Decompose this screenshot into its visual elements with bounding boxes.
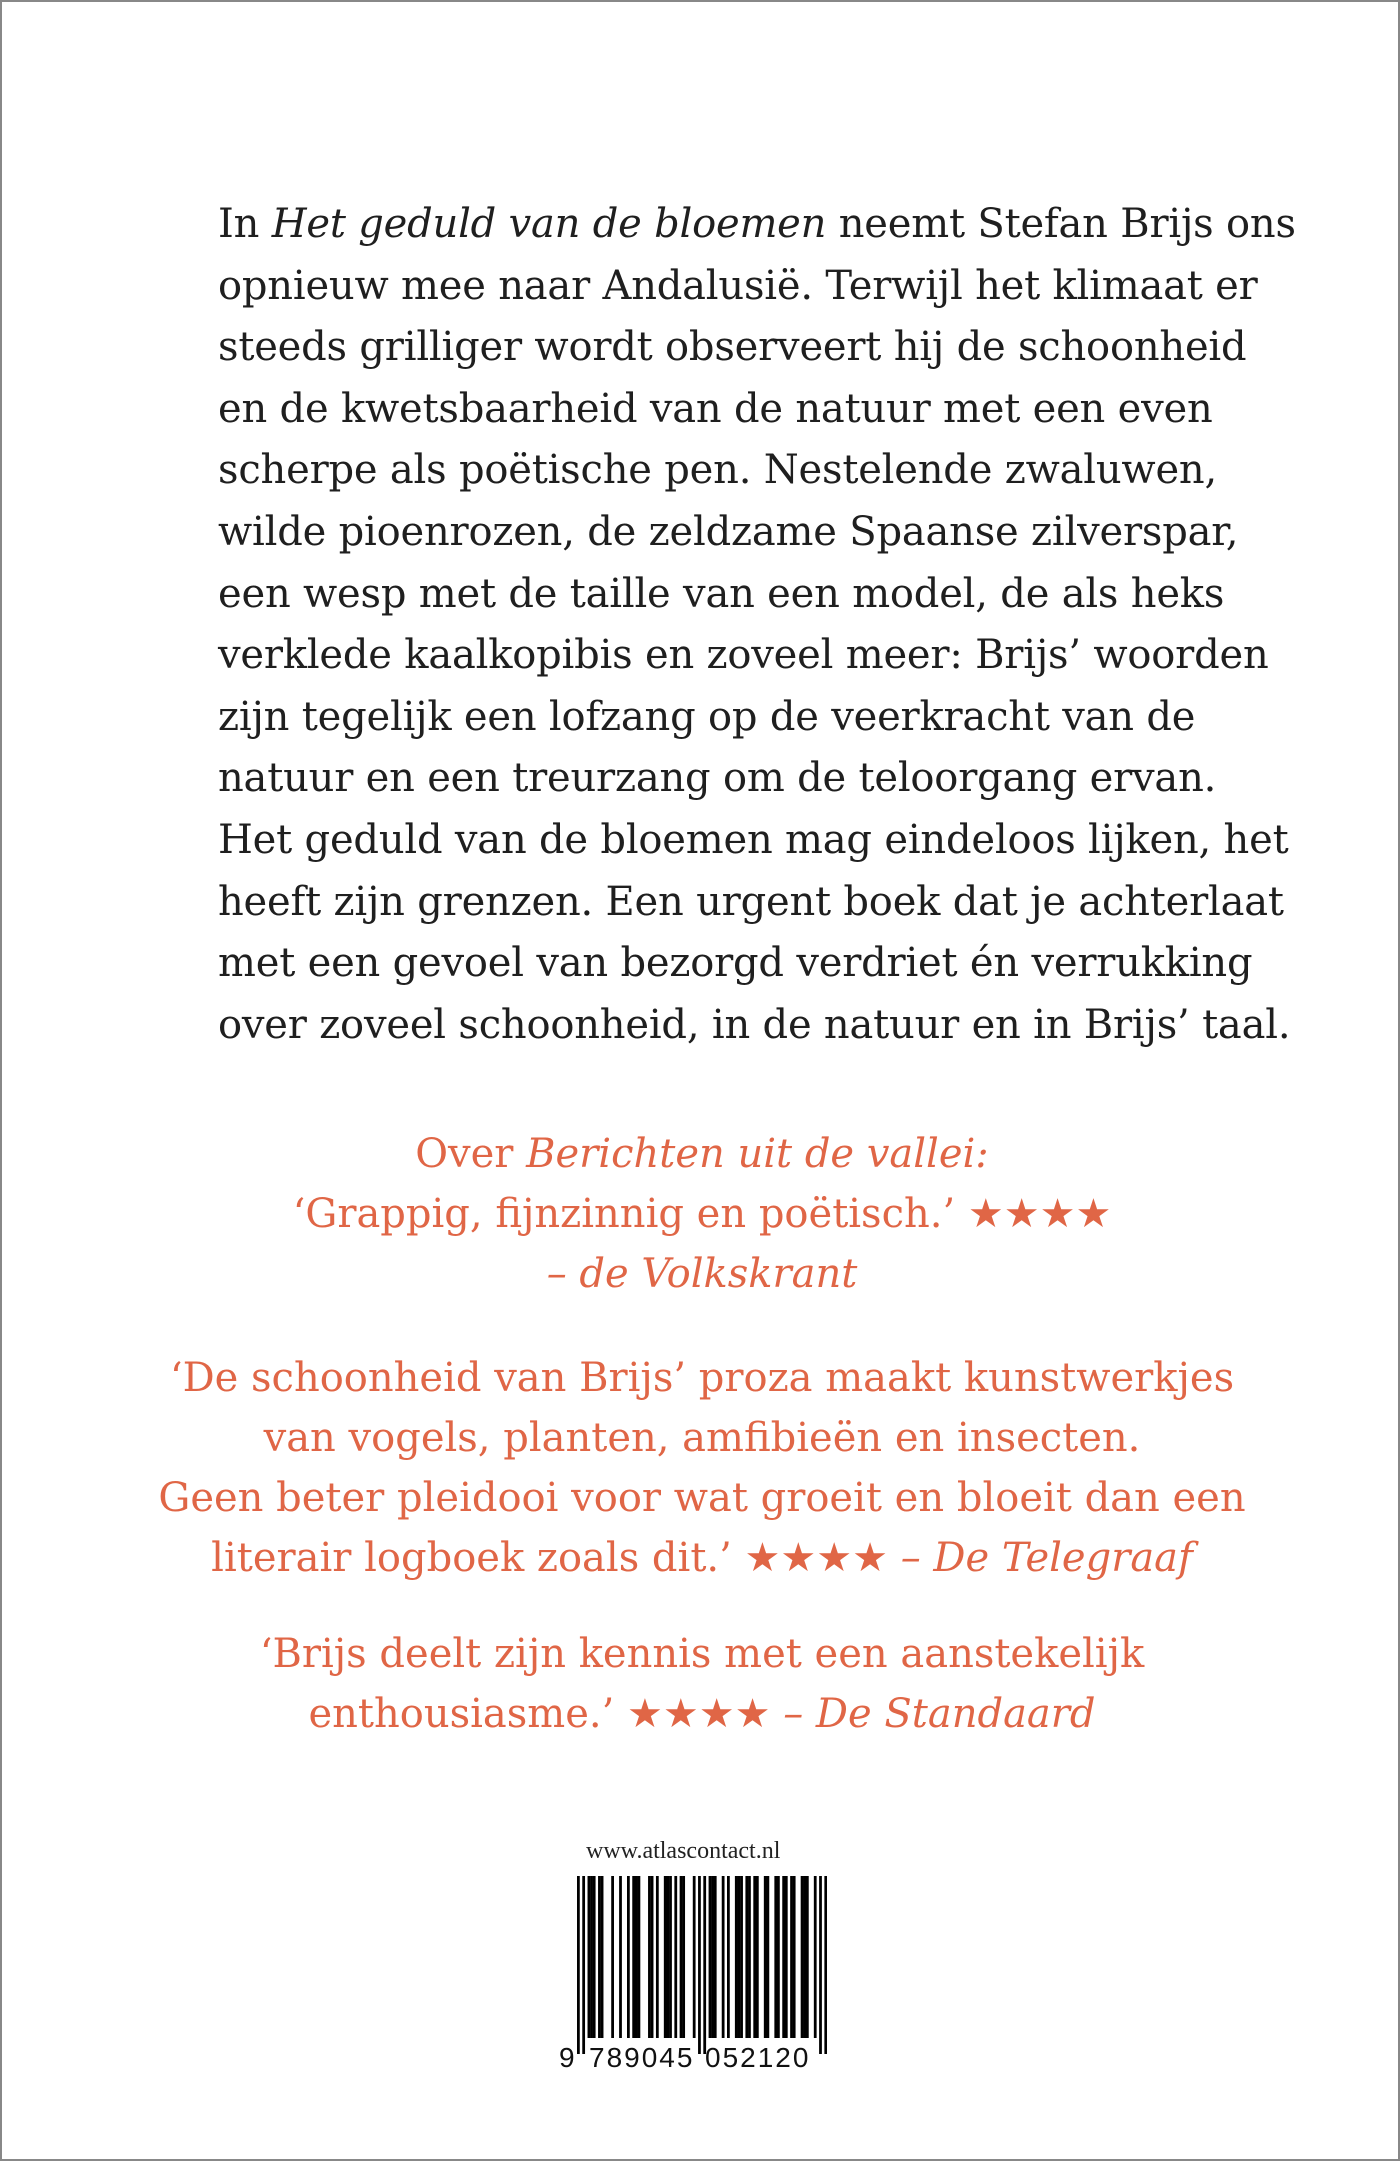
barcode-bar (711, 1876, 714, 2038)
barcode-bar (735, 1876, 738, 2038)
blurb-line: scherpe als poëtische pen. Nestelende zwaluwen, (218, 447, 1217, 494)
barcode-left-group: 789045 (589, 2042, 695, 2073)
review-intro: Over Berichten uit de vallei: (415, 1131, 989, 1177)
book-title: Het geduld van de bloemen (271, 201, 827, 247)
barcode-bar (814, 1876, 817, 2038)
barcode-bar (648, 1876, 651, 2038)
review-quote-line: Geen beter pleidooi voor wat groeit en bloeit dan een (158, 1475, 1246, 1521)
blurb-line: In Het geduld van de bloemen neemt Stefan Brijs ons (218, 201, 1296, 247)
blurb-line: verklede kaalkopibis en zoveel meer: Brijs’ woorden (218, 632, 1269, 679)
barcode-bar (803, 1876, 806, 2038)
barcode-bar (753, 1876, 756, 2038)
barcode-bar (738, 1876, 741, 2038)
barcode-bar (819, 1876, 822, 2054)
barcode-bar (793, 1876, 796, 2038)
blurb-line: Het geduld van de bloemen mag eindeloos lijken, het (218, 816, 1289, 863)
barcode-bar (635, 1876, 638, 2038)
barcode-bar (601, 1876, 604, 2038)
review-quote: ‘Grappig, fijnzinnig en poëtisch.’ ★★★★ (292, 1191, 1112, 1237)
barcode-bar (722, 1876, 725, 2038)
blurb-line: heeft zijn grenzen. Een urgent boek dat je achterlaat (218, 878, 1284, 925)
barcode-bar (651, 1876, 654, 2038)
barcode-right-group: 052120 (705, 2042, 811, 2073)
barcode-bar (824, 1876, 827, 2054)
barcode-bar (790, 1876, 793, 2038)
barcode-bar (764, 1876, 767, 2038)
barcode-bar (627, 1876, 630, 2038)
review-quote-line: literair logboek zoals dit.’ ★★★★ – De Telegraaf (211, 1535, 1193, 1581)
blurb-line: opnieuw mee naar Andalusië. Terwijl het klimaat er (218, 262, 1258, 309)
barcode-bar (577, 1876, 580, 2054)
barcode-bar (598, 1876, 601, 2038)
review-quote-line: enthousiasme.’ ★★★★ – De Standaard (308, 1691, 1096, 1737)
barcode-bar (785, 1876, 788, 2038)
blurb-line: steeds grilliger wordt observeert hij de schoonheid (218, 324, 1247, 371)
barcode-bar (693, 1876, 696, 2038)
barcode-bar (740, 1876, 743, 2038)
barcode-bar (756, 1876, 759, 2038)
blurb-text (218, 194, 1296, 1056)
blurb-line: natuur en een treurzang om de teloorgang ervan. (218, 755, 1217, 802)
barcode-bar (582, 1876, 585, 2054)
publisher-url: www.atlascontact.nl (586, 1838, 781, 1864)
barcode-bar (593, 1876, 596, 2038)
review-telegraaf (152, 1348, 1252, 1588)
barcode-bar (714, 1876, 717, 2038)
barcode-bar (619, 1876, 622, 2038)
barcode-bar (674, 1876, 677, 2038)
barcode-bar (709, 1876, 712, 2038)
barcode-first-digit: 9 (559, 2042, 577, 2073)
barcode-bar (664, 1876, 667, 2038)
blurb-line: wilde pioenrozen, de zeldzame Spaanse zilverspar, (218, 508, 1239, 555)
barcode-bar (801, 1876, 804, 2038)
barcode-bar (766, 1876, 769, 2038)
blurb-line: zijn tegelijk een lofzang op de veerkracht van de (218, 693, 1196, 740)
review-source: – de Volkskrant (546, 1251, 858, 1297)
review-quote-line: ‘De schoonheid van Brijs’ proza maakt kunstwerkjes (169, 1355, 1235, 1401)
blurb-line: met een gevoel van bezorgd verdriet én verrukking (218, 940, 1253, 987)
barcode-bar (611, 1876, 614, 2038)
review-quote-line: van vogels, planten, amfibieën en insecten. (263, 1415, 1141, 1461)
barcode-bar (656, 1876, 659, 2038)
barcode-bar (698, 1876, 701, 2054)
barcode-bar (727, 1876, 730, 2038)
blurb-line: een wesp met de taille van een model, de als heks (218, 570, 1225, 617)
previous-book-title: Berichten uit de vallei: (526, 1131, 989, 1177)
barcode-bars (577, 1876, 827, 2054)
barcode-bar (666, 1876, 669, 2038)
blurb-line: over zoveel schoonheid, in de natuur en in Brijs’ taal. (218, 1001, 1291, 1048)
barcode-bar (632, 1876, 635, 2038)
barcode-bar (590, 1876, 593, 2038)
barcode-bar (777, 1876, 780, 2038)
barcode-bar (588, 1876, 591, 2038)
review-quote-line: ‘Brijs deelt zijn kennis met een aanstekelijk (259, 1631, 1145, 1677)
review-volkskrant (152, 1124, 1252, 1304)
barcode-bar (774, 1876, 777, 2038)
barcode-bar (703, 1876, 706, 2054)
barcode-bar (638, 1876, 641, 2038)
barcode-bar (782, 1876, 785, 2038)
review-standaard (152, 1624, 1252, 1744)
isbn-barcode (559, 1872, 832, 2085)
review-source: – De Standaard (783, 1691, 1096, 1737)
review-source: – De Telegraaf (900, 1535, 1193, 1581)
barcode-bar (669, 1876, 672, 2038)
blurb-line: en de kwetsbaarheid van de natuur met een even (218, 385, 1213, 432)
barcode-bar (680, 1876, 683, 2038)
barcode-bar (682, 1876, 685, 2038)
barcode-bar (748, 1876, 751, 2038)
barcode-bar (806, 1876, 809, 2038)
barcode-bar (745, 1876, 748, 2038)
